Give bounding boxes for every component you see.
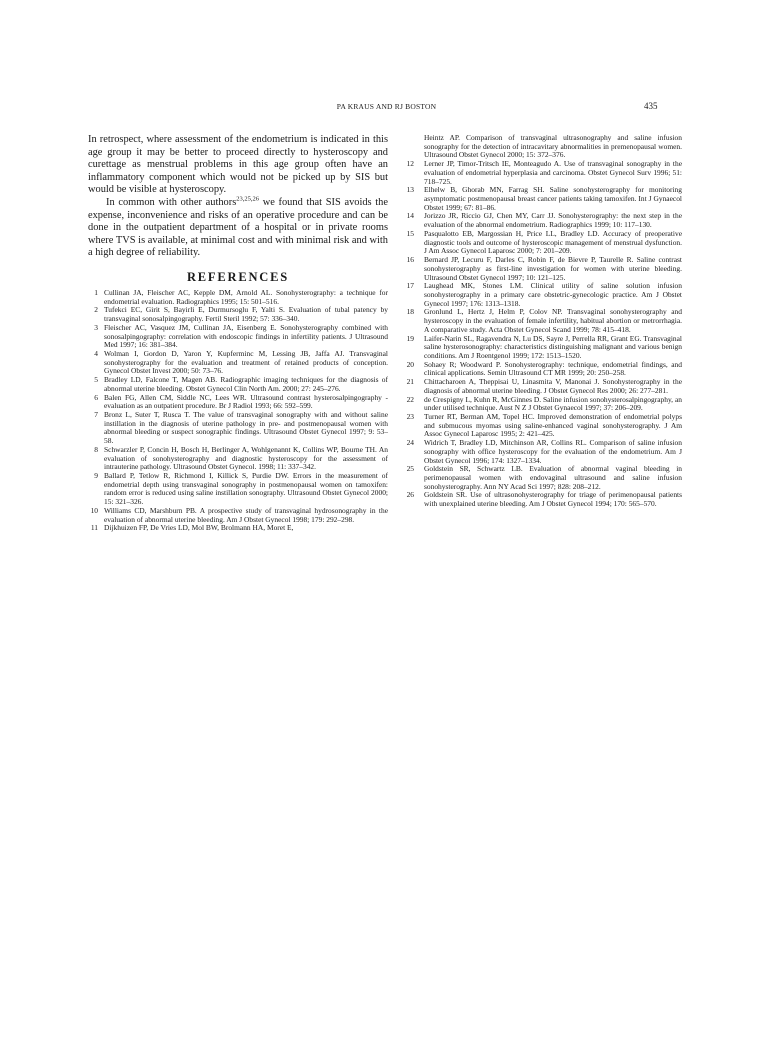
reference-number: 2 — [94, 305, 98, 315]
reference-number: 3 — [94, 322, 98, 332]
para2-text-after: we found that SIS avoids the expense, inconvenience and risks of an operative procedure and can be done in the outpatient department of a hospital or in private rooms where TVS is available, at minimal cost and with minimal risk and with a high degree of reliability. — [88, 196, 388, 259]
reference-number: 16 — [406, 255, 414, 265]
reference-item — [400, 308, 682, 334]
reference-number: 19 — [406, 333, 414, 343]
page-number: 435 — [644, 101, 658, 111]
reference-number: 18 — [406, 307, 414, 317]
reference-number: 22 — [406, 394, 414, 404]
reference-item — [88, 411, 388, 446]
reference-list-left — [88, 289, 388, 533]
reference-text: Ballard P, Tetlow R, Richmond I, Killick S, Purdie DW. Errors in the measurement of endometrial depth using transvaginal sonography in postmenopausal women on tamoxifen: random error is reduced using saline instillation sonography. Ultrasound Obstet Gynecol 2000; 15: 321–326. — [104, 471, 388, 507]
reference-number: 26 — [406, 490, 414, 500]
reference-number: 13 — [406, 185, 414, 195]
reference-item — [400, 335, 682, 361]
reference-item — [400, 134, 682, 160]
reference-item — [400, 212, 682, 229]
reference-number: 20 — [406, 359, 414, 369]
reference-item — [400, 413, 682, 439]
reference-text: Goldstein SR, Schwartz LB. Evaluation of abnormal vaginal bleeding in perimenopausal women with endovaginal ultrasound and saline infusion sonohysterography. Ann NY Acad Sci 1997; 828: 208–212. — [424, 464, 682, 491]
reference-number: 8 — [94, 444, 98, 454]
reference-text: Chittacharoen A, Theppisai U, Linasmita V, Manonai J. Sonohysterography in the diagnosis of abnormal uterine bleeding. J Obstet Gynecol Res 2000; 26: 277–281. — [424, 377, 682, 395]
body-paragraph-1: In retrospect, where assessment of the endometrium is indicated in this age group it may be better to proceed directly to hysteroscopy and curettage as menstrual problems in this age group often have an inflammatory component which would not be picked up by SIS but would be visible at hysteroscopy. — [88, 134, 388, 196]
reference-number: 4 — [94, 348, 98, 358]
reference-text: Bronz L, Suter T, Rusca T. The value of transvaginal sonography with and without saline instillation in the diagnosis of uterine pathology in pre- and postmenopausal women with abnormal bleeding or suspect sonographic findings. Ultrasound Obstet Gynecol 1997; 9: 53–58. — [104, 410, 388, 446]
reference-text: Laifer-Narin SL, Ragavendra N, Lu DS, Sayre J, Perrella RR, Grant EG. Transvaginal saline hysterosonography: characteristics distinguishing malignant and various benign conditions. Am J Roentgenol 1999; 172: 1513–1520. — [424, 333, 682, 360]
reference-text: Laughead MK, Stones LM. Clinical utility of saline solution infusion sonohysterography in a primary care obstetric-gynecologic practice. Am J Obstet Gynecol 1997; 176: 1313–1318. — [424, 281, 682, 308]
reference-item — [88, 350, 388, 376]
reference-item — [88, 394, 388, 411]
reference-item — [400, 186, 682, 212]
running-head — [0, 102, 773, 114]
reference-list-right — [400, 134, 682, 509]
reference-item — [400, 230, 682, 256]
reference-text: de Crespigny L, Kuhn R, McGinnes D. Saline infusion sonohysterosalpingography, an under utilised technique. Aust N Z J Obstet Gynaecol 1997; 37: 206–209. — [424, 394, 682, 413]
reference-item — [88, 289, 388, 306]
reference-text: Elhelw B, Ghorab MN, Farrag SH. Saline sonohysterography for monitoring asymptomatic postmenopausal breast cancer patients taking tamoxifen. Int J Gynaecol Obstet 1999; 67: 81–86. — [424, 185, 682, 212]
reference-item — [88, 306, 388, 323]
reference-number: 17 — [406, 281, 414, 291]
reference-item — [400, 439, 682, 465]
reference-number: 11 — [90, 523, 98, 533]
reference-text: Pasqualotto EB, Margossian H, Price LL, Bradley LD. Accuracy of preoperative diagnostic tools and outcome of hysteroscopic management of menstrual dysfunction. J Am Assoc Gynecol Laparosc 2000; 7: 201–209. — [424, 228, 682, 256]
reference-item — [400, 396, 682, 413]
body-paragraph-2 — [88, 197, 388, 260]
reference-item — [400, 160, 682, 186]
reference-text: Turner RT, Berman AM, Topel HC. Improved demonstration of endometrial polyps and submucous myomas using saline-enhanced vaginal sonohysterography. J Am Assoc Gynecol Laparosc 1995; 2: 421–425. — [424, 412, 682, 439]
reference-item — [400, 361, 682, 378]
reference-number: 5 — [94, 375, 98, 385]
reference-text: Bradley LD, Falcone T, Magen AB. Radiographic imaging techniques for the diagnosis of abnormal uterine bleeding. Obstet Gynecol Clin North Am. 2000; 27: 245–276. — [104, 375, 388, 393]
reference-text: Bernard JP, Lecuru F, Darles C, Robin F, de Bievre P, Taurelle R. Saline contrast sonohysterography as first-line investigation for women with uterine bleeding. Ultrasound Obstet Gynecol 1997; 10: 121–125. — [424, 255, 682, 282]
reference-item — [88, 507, 388, 524]
reference-text: Jorizzo JR, Riccio GJ, Chen MY, Carr JJ. Sonohysterography: the next step in the evaluation of the abnormal endometrium. Radiographics 1999; 10: 117–130. — [424, 211, 682, 230]
reference-text: Wolman I, Gordon D, Yaron Y, Kupferminc M, Lessing JB, Jaffa AJ. Transvaginal sonohysterography for the evaluation and treatment of retained products of conception. Gynecol Obstet Invest 2000; 50: 73–76. — [104, 348, 388, 376]
running-title: PA KRAUS AND RJ BOSTON — [336, 102, 437, 111]
reference-text: Fleischer AC, Vasquez JM, Cullinan JA, Eisenberg E. Sonohysterography combined with sonosalpingography: correlation with endoscopic findings in infertility patients. J Ultrasound Med 1997; 16: 381–384. — [104, 322, 388, 350]
left-column — [88, 134, 388, 533]
reference-number: 21 — [406, 377, 414, 387]
reference-number: 1 — [94, 287, 98, 297]
reference-text: Dijkhuizen FP, De Vries LD, Mol BW, Brolmann HA, Moret E, — [104, 523, 294, 533]
reference-item — [88, 376, 388, 393]
reference-text: Widrich T, Bradley LD, Mitchinson AR, Collins RL. Comparison of saline infusion sonography with office hysteroscopy for the evaluation of the endometrium. Am J Obstet Gynecol 1996; 174: 1327–1334. — [424, 438, 682, 465]
reference-text: Gronlund L, Hertz J, Helm P, Colov NP. Transvaginal sonohysterography and hysteroscopy in the evaluation of female infertility, habitual abortion or metrorrhagia. A comparative study. Acta Obstet Gynecol Scand 1999; 78: 415–418. — [424, 307, 682, 334]
reference-item — [88, 524, 388, 533]
reference-number: 9 — [94, 471, 98, 481]
reference-text: Heintz AP. Comparison of transvaginal ultrasonography and saline infusion sonography for the detection of intracavitary abnormalities in premenopausal women. Ultrasound Obstet Gynecol 2000; 15: 372–376. — [424, 133, 682, 160]
reference-item — [400, 465, 682, 491]
reference-number: 23 — [406, 412, 414, 421]
reference-number: 14 — [406, 211, 414, 221]
reference-text: Cullinan JA, Fleischer AC, Kepple DM, Arnold AL. Sonohysterography: a technique for endometrial evaluation. Radiographics 1995; 15: 501–516. — [104, 287, 388, 306]
references-heading: REFERENCES — [186, 269, 290, 284]
reference-number: 10 — [90, 505, 98, 515]
reference-text: Balen FG, Allen CM, Siddle NC, Lees WR. Ultrasound contrast hysterosalpingography - evaluation as an outpatient procedure. Br J Radiol 1993; 66: 592–599. — [104, 392, 388, 411]
reference-text: Sohaey R; Woodward P. Sonohysterography: technique, endometrial findings, and clinical applications. Semin Ultrasound CT MR 1999; 20: 250–258. — [424, 359, 682, 378]
reference-item — [88, 324, 388, 350]
reference-number: 7 — [94, 410, 98, 419]
reference-text: Schwarzler P, Concin H, Bosch H, Berlinger A, Wohlgenannt K, Collins WP, Bourne TH. An evaluation of sonohysterography and diagnostic hysteroscopy for the assessment of intrauterine pathology. Ultrasound Obstet Gynecol. 1998; 11: 337–342. — [104, 444, 388, 472]
reference-item — [400, 256, 682, 282]
reference-text: Goldstein SR. Use of ultrasonohysterography for triage of perimenopausal patients with unexplained uterine bleeding. Am J Obstet Gynecol 1994; 170: 565–570. — [424, 490, 682, 509]
reference-text: Williams CD, Marshburn PB. A prospective study of transvaginal hydrosonography in the evaluation of abnormal uterine bleeding. Am J Obstet Gynecol 1998; 179: 292–298. — [104, 505, 388, 524]
reference-item — [400, 282, 682, 308]
reference-number: 15 — [406, 228, 414, 238]
reference-item — [88, 472, 388, 507]
reference-number: 24 — [406, 438, 414, 448]
reference-number: 12 — [406, 159, 414, 169]
reference-item — [400, 378, 682, 395]
right-column — [400, 134, 682, 509]
para2-text-before: In common with other authors — [106, 196, 237, 208]
reference-item — [88, 446, 388, 472]
reference-text: Tufekci EC, Girit S, Bayirli E, Durmursoglu F, Yalti S. Evaluation of tubal patency by transvaginal sonosalpingography. Fertil Steril 1992; 57: 336–340. — [104, 305, 388, 324]
reference-item — [400, 491, 682, 508]
reference-text: Lerner JP, Timor-Tritsch IE, Monteagudo A. Use of transvaginal sonography in the evaluation of endometrial hyperplasia and carcinoma. Obstet Gynecol Surv 1996; 51: 718–725. — [424, 159, 682, 186]
reference-number: 6 — [94, 392, 98, 402]
reference-number: 25 — [406, 464, 414, 474]
citation-superscript: 23,25,26 — [236, 195, 259, 203]
